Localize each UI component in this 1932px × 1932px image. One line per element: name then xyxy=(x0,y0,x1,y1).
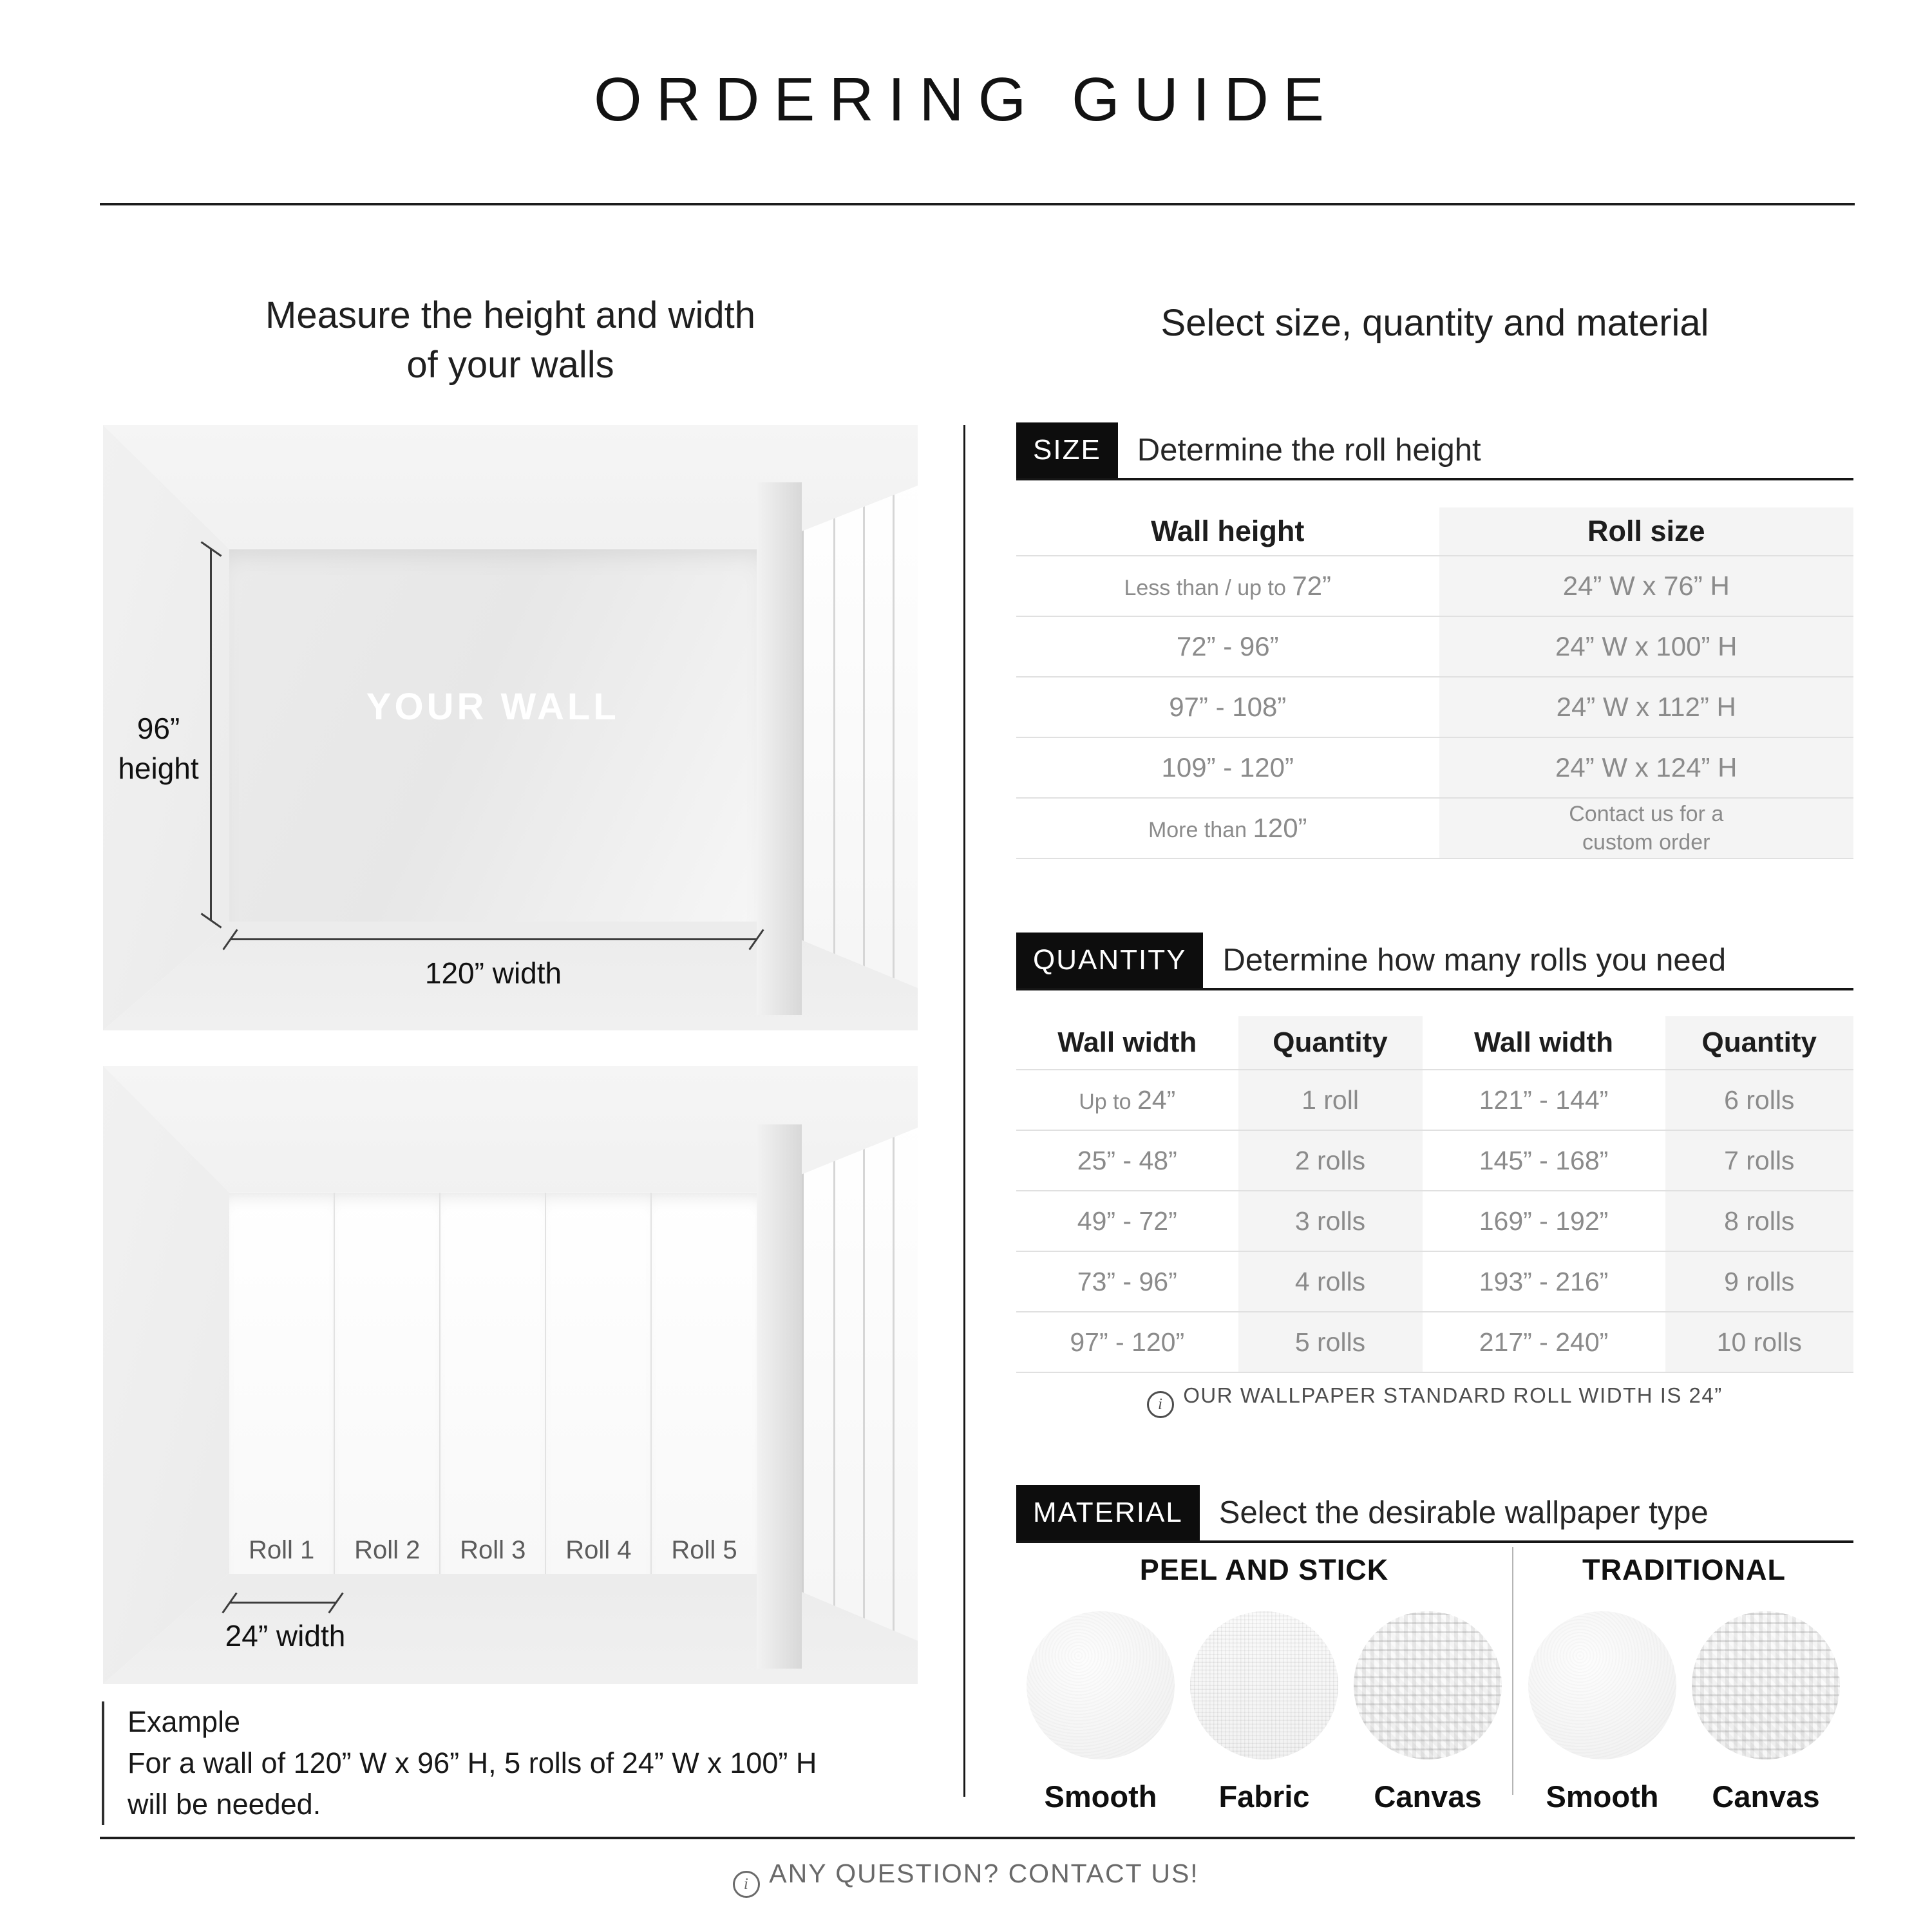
size-table-row: Less than / up to 72” 24” W x 76” H xyxy=(1016,556,1853,616)
quantity-table-row: 73” - 96” 4 rolls 193” - 216” 9 rolls xyxy=(1016,1251,1853,1312)
roll-width-label: 24” width xyxy=(225,1619,346,1653)
window-mullion xyxy=(863,473,865,1012)
quantity-table-row: Up to 24” 1 roll 121” - 144” 6 rolls xyxy=(1016,1070,1853,1130)
roll-panel xyxy=(229,1193,335,1574)
measure-heading xyxy=(103,291,918,390)
quantity-table-row: 49” - 72” 3 rolls 169” - 192” 8 rolls xyxy=(1016,1191,1853,1251)
qty-col-quantity-1: Quantity xyxy=(1238,1016,1423,1070)
smooth-texture-swatch xyxy=(1027,1611,1175,1759)
height-label: 96” height xyxy=(118,712,199,786)
roll-panel-label: Roll 5 xyxy=(671,1536,737,1565)
material-subtitle: Select the desirable wallpaper type xyxy=(1218,1495,1709,1530)
roll-width-dimension-line xyxy=(229,1602,336,1604)
bottom-divider-line xyxy=(100,1837,1855,1839)
roll-width-note: i OUR WALLPAPER STANDARD ROLL WIDTH IS 24” xyxy=(1016,1383,1853,1418)
window-mullion xyxy=(893,1115,895,1665)
material-option-smooth: Smooth xyxy=(1528,1611,1677,1814)
roll-panel-label: Roll 3 xyxy=(460,1536,526,1565)
quantity-subtitle: Determine how many rolls you need xyxy=(1222,943,1727,978)
roll-panel xyxy=(335,1193,440,1574)
size-table-row: 109” - 120” 24” W x 124” H xyxy=(1016,737,1853,798)
size-badge: SIZE xyxy=(1016,422,1118,478)
page-title: ORDERING GUIDE xyxy=(593,65,1339,134)
measure-heading-line1: Measure the height and width xyxy=(265,294,755,336)
center-divider-line xyxy=(963,425,965,1797)
group-name: TRADITIONAL xyxy=(1582,1553,1786,1586)
size-table-header-row xyxy=(1016,507,1853,556)
size-table-row: 97” - 108” 24” W x 112” H xyxy=(1016,677,1853,737)
your-wall-label: YOUR WALL xyxy=(366,686,620,728)
window-mullion xyxy=(863,1115,865,1665)
material-group-traditional xyxy=(1515,1553,1853,1814)
fabric-texture-swatch xyxy=(1190,1611,1338,1759)
roll-panel-label: Roll 1 xyxy=(248,1536,315,1565)
top-divider-line xyxy=(100,203,1855,205)
material-option-smooth: Smooth xyxy=(1026,1611,1175,1814)
size-table-row: 72” - 96” 24” W x 100” H xyxy=(1016,616,1853,677)
quantity-section-header xyxy=(1016,933,1853,990)
quantity-table-row: 97” - 120” 5 rolls 217” - 240” 10 rolls xyxy=(1016,1312,1853,1372)
group-name: PEEL AND STICK xyxy=(1139,1553,1389,1586)
size-table-row: More than 120” Contact us for a custom order xyxy=(1016,798,1853,858)
material-badge: MATERIAL xyxy=(1016,1485,1200,1540)
example-heading: Example xyxy=(128,1705,241,1738)
material-group-divider xyxy=(1512,1547,1513,1795)
roll-panel xyxy=(652,1193,756,1574)
select-heading: Select size, quantity and material xyxy=(1160,302,1709,344)
material-option-canvas: Canvas xyxy=(1353,1611,1502,1814)
roll-panel-label: Roll 2 xyxy=(354,1536,421,1565)
room-illustration-your-wall xyxy=(103,425,918,1030)
quantity-table-row: 25” - 48” 2 rolls 145” - 168” 7 rolls xyxy=(1016,1130,1853,1191)
window-mullion xyxy=(893,473,895,1012)
roll-panel-label: Roll 4 xyxy=(565,1536,632,1565)
qty-col-wall-width-2: Wall width xyxy=(1474,1027,1613,1058)
window-pillar xyxy=(757,1124,802,1669)
quantity-badge: QUANTITY xyxy=(1016,933,1203,988)
size-section-header xyxy=(1016,422,1853,480)
measure-heading-line2: of your walls xyxy=(406,343,614,386)
qty-col-wall-width-1: Wall width xyxy=(1057,1027,1197,1058)
example-line1: For a wall of 120” W x 96” H, 5 rolls of 24” W x 100” H xyxy=(128,1746,817,1779)
window-illustration xyxy=(802,473,918,1012)
height-dimension-line xyxy=(210,549,212,921)
roll-panels xyxy=(229,1193,756,1574)
example-line2: will be needed. xyxy=(128,1787,321,1821)
window-pillar xyxy=(757,482,802,1015)
size-table xyxy=(1016,507,1853,859)
material-option-canvas: Canvas xyxy=(1691,1611,1841,1814)
info-icon: i xyxy=(733,1871,760,1898)
footer-contact-note: i ANY QUESTION? CONTACT US! xyxy=(0,1859,1932,1898)
roll-panel xyxy=(440,1193,546,1574)
size-subtitle: Determine the roll height xyxy=(1137,433,1481,468)
canvas-texture-swatch xyxy=(1692,1611,1840,1759)
info-icon: i xyxy=(1147,1391,1174,1418)
material-section-header xyxy=(1016,1485,1853,1543)
width-label: 120” width xyxy=(424,956,562,990)
size-col-wall-height: Wall height xyxy=(1151,515,1305,547)
roll-panel xyxy=(546,1193,652,1574)
window-mullion xyxy=(833,1115,835,1665)
back-wall xyxy=(229,549,756,922)
qty-col-quantity-2: Quantity xyxy=(1665,1016,1854,1070)
size-col-roll-size: Roll size xyxy=(1439,507,1854,556)
window-mullion xyxy=(833,473,835,1012)
width-dimension-line xyxy=(230,938,757,940)
example-block xyxy=(102,1701,1003,1825)
window-illustration xyxy=(802,1115,918,1665)
quantity-table-header-row xyxy=(1016,1016,1853,1070)
material-option-fabric: Fabric xyxy=(1189,1611,1339,1814)
canvas-texture-swatch xyxy=(1354,1611,1502,1759)
room-illustration-rolls xyxy=(103,1066,918,1684)
material-groups xyxy=(1016,1553,1853,1837)
material-group-peel-and-stick xyxy=(1016,1553,1512,1814)
smooth-texture-swatch xyxy=(1528,1611,1676,1759)
quantity-table xyxy=(1016,1016,1853,1373)
